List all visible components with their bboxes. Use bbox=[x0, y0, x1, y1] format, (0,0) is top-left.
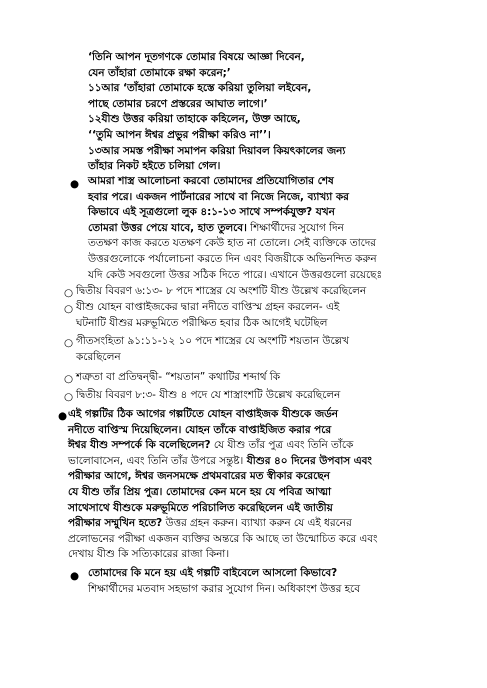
paragraph-text: ভালোবাসেন, এবং তিনি তাঁর উপরে সন্তুষ্ট। bbox=[68, 454, 244, 467]
discussion-paragraph-2 bbox=[68, 407, 480, 563]
answer-line: যীশু যোহন বাপ্তাইজকের দ্বারা নদীতে বাপ্তিস্ম গ্রহন করলেন- এই bbox=[76, 301, 340, 313]
paragraph-line: সাথেসাথে যীশুকে মরুভূমিতে পরিচালিত করেছিলেন এই জাতীয় bbox=[68, 501, 333, 514]
paragraph-text: উত্তর গ্রহন করুন। ব্যাখ্যা করুন যে এই ধরনের bbox=[162, 517, 352, 530]
paragraph-line: যদি কেউ সবগুলো উত্তর সঠিক দিতে পারে। এখানে উত্তরগুলো রয়েছেঃ bbox=[88, 268, 383, 281]
paragraph-line: কিভাবে এই সূত্রগুলো লুক ৪:১-১৩ সাথে সম্পর্কযুক্ত? যখন bbox=[88, 206, 335, 219]
paragraph-line: হবার পরে। একজন পার্টনারের সাথে বা নিজে নিজে, ব্যাখ্যা কর bbox=[88, 190, 349, 203]
paragraph-bold-text: ঈশ্বর যীশু সম্পর্কে কি বলেছিলেন? bbox=[68, 439, 211, 452]
sub-bullet-icon: ○ bbox=[64, 303, 74, 315]
paragraph-line: পরীক্ষার আগে, ঈশ্বর জনসমক্ষে প্রথমবারের মত স্বীকার করেছেন bbox=[68, 470, 330, 483]
paragraph-line: শিক্ষার্থীদের মতবাদ সহভাগ করার সুযোগ দিন। অধিকাংশ উত্তর হবে bbox=[88, 582, 361, 595]
paragraph-bold-text: যে যীশু তাঁর প্রিয় পুত্র। bbox=[68, 485, 163, 498]
paragraph-line: আমরা শাস্ত্র আলোচনা করবো তোমাদের প্রতিযোগিতার শেষ bbox=[88, 175, 334, 187]
answer-line: করেছিলেন bbox=[76, 350, 121, 363]
sub-bullet-icon: ○ bbox=[64, 287, 74, 299]
scripture-quote bbox=[88, 50, 468, 175]
paragraph-line: দেখায় যীশু কি সত্যিকারের রাজা কিনা। bbox=[68, 548, 230, 561]
sub-bullet-icon: ○ bbox=[64, 337, 74, 349]
paragraph-line: নদীতে বাপ্তিস্ম দিয়েছিলেন। যোহন তাঁকে বাপ্তাইজিত করার পরে bbox=[68, 423, 332, 436]
paragraph-bold-text: তোমাদের কেন মনে হয় যে পবিত্র আত্মা bbox=[162, 485, 332, 498]
bullet-icon: ● bbox=[70, 178, 80, 190]
paragraph-bold-text: তোমরা উত্তর পেয়ে যাবে, হাত তুলবে। bbox=[88, 221, 247, 234]
sub-bullet-icon: ○ bbox=[64, 373, 74, 385]
quote-line: ‘তিনি আপন দূতগণকে তোমার বিষয়ে আজ্ঞা দিবেন, bbox=[88, 51, 305, 63]
answer-item bbox=[76, 370, 476, 386]
answer-line: দ্বিতীয় বিবরণ ৮:৩- যীশু ৪ পদে যে শাস্ত্রাংশটি উল্লেখ করেছিলেন bbox=[76, 389, 341, 401]
paragraph-line: উত্তরগুলোকে পর্যালোচনা করতে দিন এবং বিজয়ীকে অভিনন্দিত করুন bbox=[88, 252, 377, 265]
paragraph-bold-text: পরীক্ষার সম্মুখিন হতে? bbox=[68, 517, 163, 530]
paragraph-text: যে যীশু তাঁর পুত্র এবং তিনি তাঁকে bbox=[210, 439, 354, 452]
paragraph-bold-text: যীশুর ৪০ দিনের উপবাস এবং bbox=[243, 454, 372, 467]
discussion-paragraph-3 bbox=[88, 566, 480, 597]
quote-line: যেন তাঁহারা তোমাকে রক্ষা করেন;’ bbox=[88, 66, 231, 79]
answer-item bbox=[76, 300, 476, 331]
paragraph-line: এই গল্পটির ঠিক আগের গল্পটিতে যোহন বাপ্তাইজক যীশুকে জর্ডন bbox=[68, 408, 338, 420]
quote-line: ১১আর ‘তাঁহারা তোমাকে হস্তে করিয়া তুলিয়া লইবেন, bbox=[88, 82, 312, 95]
discussion-paragraph-1 bbox=[88, 174, 478, 283]
quote-line: ১৩আর সমস্ত পরীক্ষা সমাপন করিয়া দিয়াবল কিয়ৎকালের জন্য bbox=[88, 144, 346, 157]
bullet-icon: ● bbox=[70, 570, 80, 582]
answer-item bbox=[76, 334, 476, 365]
paragraph-line: তোমাদের কি মনে হয় এই গল্পটি বাইবেলে আসলো কিভাবে? bbox=[88, 567, 338, 579]
quote-line: ‘‘তুমি আপন ঈশ্বর প্রভুর পরীক্ষা করিও না’’। bbox=[88, 128, 271, 141]
answer-line: ঘটনাটি যীশুর মরুভূমিতে পরীক্ষিত হবার ঠিক আগেই ঘটেছিল bbox=[76, 316, 328, 329]
quote-line: তাঁহার নিকট হইতে চলিয়া গেল। bbox=[88, 160, 221, 173]
answer-item bbox=[76, 284, 476, 300]
answer-line: দ্বিতীয় বিবরণ ৬:১৩- ৮ পদে শাস্ত্রের যে অংশটি যীশু উল্লেখ করেছিলেন bbox=[76, 285, 367, 297]
quote-line: পাছে তোমার চরণে প্রস্তরের আঘাত লাগে।’ bbox=[88, 97, 268, 110]
answer-line: গীতসংহিতা ৯১:১১-১২ ১০ পদে শাস্ত্রের যে অংশটি শয়তান উল্লেখ bbox=[76, 335, 349, 347]
sub-bullet-icon: ○ bbox=[64, 391, 74, 403]
answer-line: শত্রুতা বা প্রতিদ্বন্দ্বী- “শয়তান” কথাটির শব্দার্থ কি bbox=[76, 371, 281, 383]
paragraph-line: ততক্ষণ কাজ করতে যতক্ষণ কেউ হাত না তোলে। সেই ব্যক্তিকে তাদের bbox=[88, 237, 377, 250]
paragraph-text: শিক্ষার্থীদের সুযোগ দিন bbox=[246, 221, 344, 234]
quote-line: ১২যীশু উত্তর করিয়া তাহাকে কহিলেন, উক্ত আছে, bbox=[88, 113, 301, 126]
answer-item bbox=[76, 388, 476, 404]
paragraph-line: প্রলোভনের পরীক্ষা একজন ব্যক্তির অন্তরে কি আছে তা উন্মোচিত করে এবং bbox=[68, 532, 378, 545]
bullet-icon: ● bbox=[58, 410, 68, 422]
